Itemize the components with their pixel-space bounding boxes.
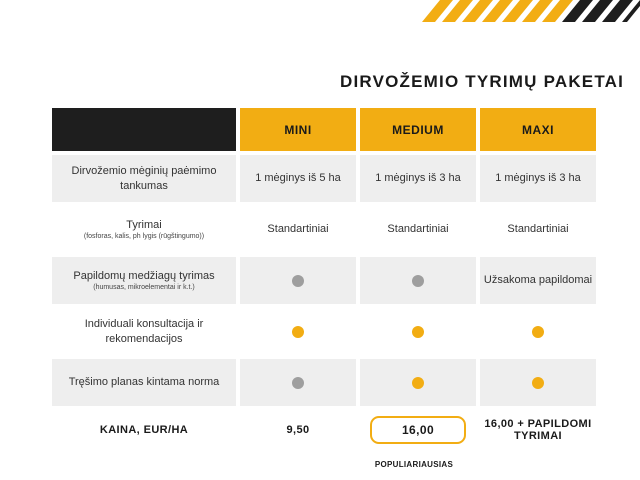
dot-yellow-icon: [532, 326, 544, 338]
row-label: [52, 308, 236, 355]
dot-gray-icon: [292, 275, 304, 287]
cell-medium: Standartiniai: [360, 206, 476, 253]
cell-maxi: Užsakoma papildomai: [480, 257, 596, 304]
cell-medium: [360, 257, 476, 304]
price-row: [52, 410, 596, 450]
cell-mini: [240, 359, 356, 406]
header-maxi: MAXI: [480, 108, 596, 151]
popular-badge: POPULIARIAUSIAS: [374, 460, 454, 469]
table-header-row: [52, 108, 596, 151]
page-title: DIRVOŽEMIO TYRIMŲ PAKETAI: [340, 72, 625, 91]
table-row: [52, 155, 596, 202]
row-label-sub: (humusas, mikroelementai ir k.t.): [93, 284, 195, 292]
price-label: KAINA, EUR/HA: [52, 410, 236, 450]
row-label: [52, 206, 236, 253]
cell-maxi: Standartiniai: [480, 206, 596, 253]
cell-medium: 1 mėginys iš 3 ha: [360, 155, 476, 202]
price-medium-highlight: 16,00: [370, 416, 466, 444]
dot-yellow-icon: [532, 377, 544, 389]
cell-mini: Standartiniai: [240, 206, 356, 253]
dot-gray-icon: [292, 377, 304, 389]
row-label: [52, 257, 236, 304]
row-label-text: Papildomų medžiagų tyrimas: [73, 269, 215, 282]
pricing-table: [52, 108, 596, 454]
dot-gray-icon: [412, 275, 424, 287]
cell-maxi: [480, 308, 596, 355]
header-mini: MINI: [240, 108, 356, 151]
table-row: [52, 257, 596, 304]
table-row: [52, 206, 596, 253]
row-label: [52, 155, 236, 202]
decorative-stripes: [420, 0, 640, 22]
row-label-sub: (fosforas, kalis, ph lygis (rūgštingumo)): [83, 233, 205, 241]
cell-maxi: [480, 359, 596, 406]
table-row: [52, 308, 596, 355]
row-label-text: Dirvožemio mėginių paėmimo tankumas: [71, 165, 217, 192]
cell-mini: [240, 257, 356, 304]
row-label-text: Tręšimo planas kintama norma: [68, 376, 220, 389]
cell-mini: 1 mėginys iš 5 ha: [240, 155, 356, 202]
cell-mini: [240, 308, 356, 355]
dot-yellow-icon: [412, 326, 424, 338]
dot-yellow-icon: [412, 377, 424, 389]
header-blank-cell: [52, 108, 236, 151]
price-medium: [360, 410, 476, 450]
cell-medium: [360, 308, 476, 355]
header-medium: MEDIUM: [360, 108, 476, 151]
price-mini: 9,50: [240, 410, 356, 450]
row-label-text: Individuali konsultacija ir rekomendacijos: [84, 318, 204, 345]
row-label: [52, 359, 236, 406]
cell-maxi: 1 mėginys iš 3 ha: [480, 155, 596, 202]
price-maxi: 16,00 + PAPILDOMI TYRIMAI: [480, 410, 596, 450]
cell-medium: [360, 359, 476, 406]
table-row: [52, 359, 596, 406]
dot-yellow-icon: [292, 326, 304, 338]
row-label-text: Tyrimai: [126, 218, 162, 231]
